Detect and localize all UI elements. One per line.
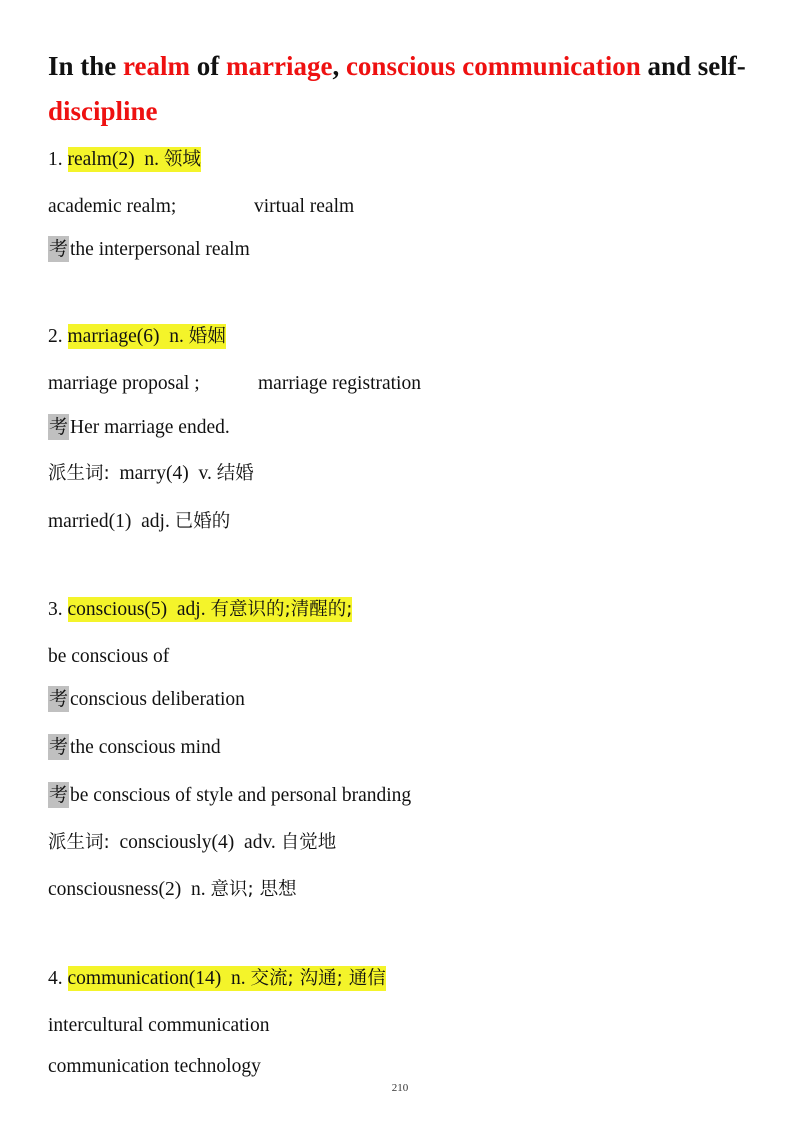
exam-example: 考 be conscious of style and personal branding	[49, 784, 412, 806]
entry-headword-highlight: communication(14) n. 交流; 沟通; 通信	[67, 968, 386, 989]
title-keyword: conscious communication	[345, 51, 641, 81]
exam-example: 考 conscious deliberation	[49, 688, 245, 710]
entry-heading: 3. conscious(5) adj. 有意识的;清醒的;	[48, 599, 353, 620]
entry-headword-highlight: marriage(6) n. 婚姻	[67, 326, 226, 347]
page-number: 210	[391, 1082, 409, 1094]
exam-marker-icon: 考	[49, 736, 69, 758]
entry-headword-highlight: realm(2) n. 领域	[67, 149, 201, 170]
exam-example: 考 the interpersonal realm	[49, 238, 250, 260]
example-line: communication technology	[48, 1056, 261, 1077]
example-line: marriage proposal ; marriage registration	[48, 373, 421, 394]
title-keyword: discipline	[48, 96, 158, 126]
exam-marker-icon: 考	[49, 688, 69, 710]
entry-heading: 1. realm(2) n. 领域	[48, 149, 201, 170]
title-keyword: realm	[123, 51, 190, 81]
title-part: ,	[332, 51, 346, 81]
exam-marker-icon: 考	[49, 238, 69, 260]
title-keyword: marriage	[226, 51, 333, 81]
title-part: In the	[48, 51, 124, 81]
entry-headword-highlight: conscious(5) adj. 有意识的;清醒的;	[67, 599, 353, 620]
exam-example: 考 the conscious mind	[49, 736, 221, 758]
entry-heading: 4. communication(14) n. 交流; 沟通; 通信	[48, 968, 386, 989]
example-line: intercultural communication	[48, 1015, 270, 1036]
exam-example: 考 Her marriage ended.	[49, 416, 230, 438]
derivative-line: 派生词: consciously(4) adv. 自觉地	[48, 832, 337, 853]
title-part: and self-	[640, 51, 746, 81]
derivative-line: 派生词: marry(4) v. 结婚	[48, 463, 254, 484]
page-title	[48, 44, 768, 134]
title-part: of	[190, 51, 226, 81]
exam-marker-icon: 考	[49, 416, 69, 438]
example-line: be conscious of	[48, 646, 170, 667]
example-line: academic realm; virtual realm	[48, 196, 355, 217]
exam-marker-icon: 考	[49, 784, 69, 806]
derivative-line: married(1) adj. 已婚的	[48, 511, 231, 532]
derivative-line: consciousness(2) n. 意识; 思想	[48, 879, 297, 900]
entry-heading: 2. marriage(6) n. 婚姻	[48, 326, 226, 347]
